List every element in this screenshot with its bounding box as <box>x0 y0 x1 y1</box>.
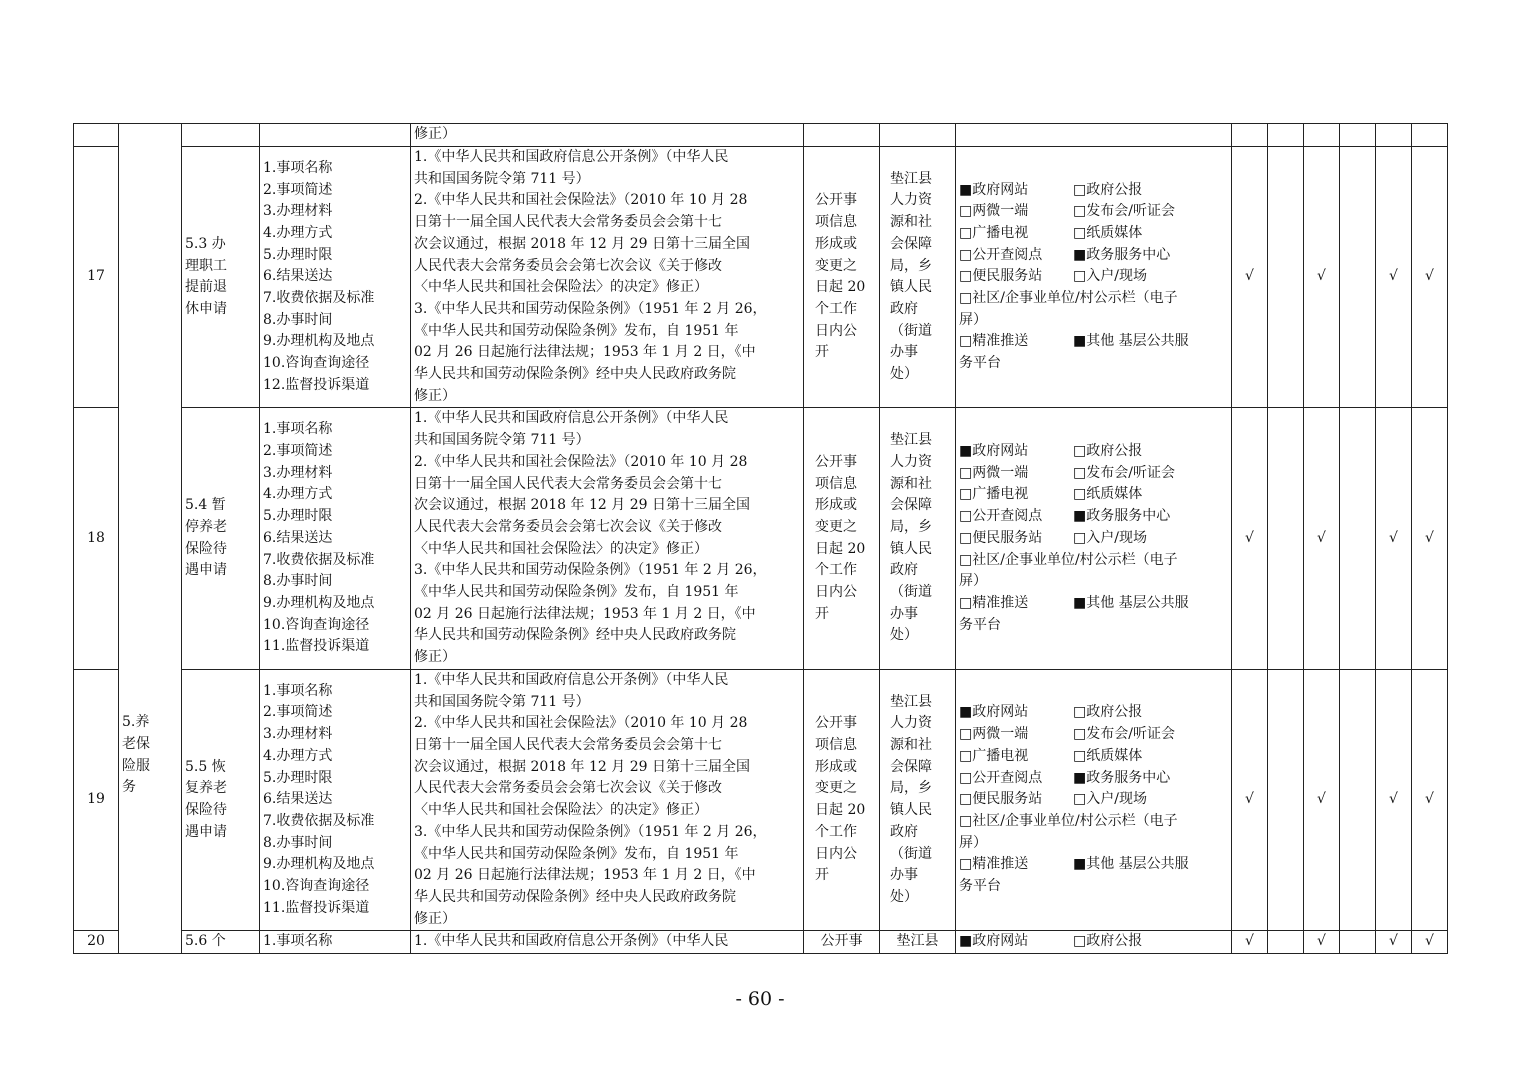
legal-basis-line: 2.《中华人民共和国社会保险法》（2010 年 10 月 28 <box>414 715 748 732</box>
item-name-line: 5.4 暂 <box>185 497 226 514</box>
disclosure-item: 8.办事时间 <box>263 311 333 328</box>
item-name-line: 遇申请 <box>185 823 227 840</box>
disclosure-time-line: 形成或 <box>815 235 857 252</box>
item-name-line: 停养老 <box>185 518 227 535</box>
check-cell: √ <box>1376 408 1412 669</box>
channel-option: □两微一端 <box>959 726 1029 743</box>
legal-basis-line: 日第十一届全国人民代表大会常务委员会会第十七 <box>414 736 722 753</box>
agency-line: 局，乡 <box>890 780 932 797</box>
channel-option: ■其他 基层公共服 <box>1073 856 1189 873</box>
disclosure-item: 10.咨询查询途径 <box>263 616 370 633</box>
basis-tail: 修正） <box>411 124 804 147</box>
agency-line: 镇人民 <box>890 802 932 819</box>
disclosure-item: 8.办事时间 <box>263 834 333 851</box>
item-name-line: 5.5 恢 <box>185 758 226 775</box>
channel-option: □入户/现场 <box>1073 268 1147 285</box>
legal-basis-line: 华人民共和国劳动保险条例》经中央人民政府政务院 <box>414 888 736 905</box>
check-cell: √ <box>1376 147 1412 408</box>
channel-line <box>959 310 1228 332</box>
legal-basis-line: 〈中华人民共和国社会保险法〉的决定》修正） <box>414 540 708 557</box>
disclosure-item: 9.办理机构及地点 <box>263 856 375 873</box>
channel-option: 务平台 <box>959 355 1001 372</box>
agency-line: （街道 <box>890 845 932 862</box>
disclosure-time-line: 日起 20 <box>815 279 866 296</box>
channel-option: 屏） <box>959 311 987 328</box>
row-number: 18 <box>74 408 119 669</box>
channel-option: □发布会/听证会 <box>1073 464 1175 481</box>
agency-line: 办事 <box>890 344 918 361</box>
legal-basis-line: 修正） <box>414 387 456 404</box>
item-name-line: 休申请 <box>185 300 227 317</box>
disclosure-time-line: 公开事 <box>815 192 857 209</box>
channel-option: □便民服务站 <box>959 268 1043 285</box>
responsible-agency <box>880 669 956 930</box>
channel-line <box>959 180 1228 202</box>
agency-line: 办事 <box>890 605 918 622</box>
disclosure-time-line: 开 <box>815 605 829 622</box>
table-row-partial <box>74 931 1448 954</box>
legal-basis-line: 02 月 26 日起施行法律法规；1953 年 1 月 2 日，《中 <box>414 867 756 884</box>
channel-option: □政府公报 <box>1073 704 1143 721</box>
check-cell: √ <box>1232 408 1268 669</box>
disclosure-time-line: 形成或 <box>815 497 857 514</box>
check-cell: √ <box>1376 931 1412 954</box>
agency-line: 会保障 <box>890 758 932 775</box>
disclosure-item: 10.咨询查询途径 <box>263 878 370 895</box>
legal-basis-line: 次会议通过，根据 2018 年 12 月 29 日第十三届全国 <box>414 497 750 514</box>
channel-line <box>959 615 1228 637</box>
agency-line: 处） <box>890 627 918 644</box>
disclosure-table <box>73 123 1448 954</box>
check-cell: √ <box>1304 408 1340 669</box>
legal-basis: 1.《中华人民共和国政府信息公开条例》（中华人民 <box>411 931 804 954</box>
disclosure-item: 2.事项简述 <box>263 181 333 198</box>
agency-line: 人力资 <box>890 192 932 209</box>
disclosure-time-line: 形成或 <box>815 758 857 775</box>
responsible-agency: 垫江县 <box>880 931 956 954</box>
disclosure-items: 1.事项名称 <box>260 931 411 954</box>
agency-line: 局，乡 <box>890 518 932 535</box>
disclosure-time <box>804 408 880 669</box>
responsible-agency <box>880 147 956 408</box>
disclosure-item: 6.结果送达 <box>263 791 333 808</box>
legal-basis-line: 1.《中华人民共和国政府信息公开条例》（中华人民 <box>414 149 729 165</box>
channel-line <box>959 746 1228 768</box>
channel-option: □精准推送 <box>959 333 1029 350</box>
check-cell: √ <box>1412 408 1448 669</box>
channel-option: □便民服务站 <box>959 529 1043 546</box>
channel-option: ■政府网站 <box>959 181 1029 198</box>
check-cell: √ <box>1412 147 1448 408</box>
disclosure-time-line: 个工作 <box>815 562 857 579</box>
check-cell <box>1268 147 1304 408</box>
disclosure-item: 5.办理时限 <box>263 246 333 263</box>
disclosure-item: 4.办理方式 <box>263 486 333 503</box>
disclosure-time-line: 开 <box>815 867 829 884</box>
legal-basis-line: 日第十一届全国人民代表大会常务委员会会第十七 <box>414 214 722 231</box>
channel-line <box>959 528 1228 550</box>
check-cell <box>1340 408 1376 669</box>
disclosure-time-line: 项信息 <box>815 736 857 753</box>
channel-line <box>959 702 1228 724</box>
item-name-line: 复养老 <box>185 780 227 797</box>
channel-option: □纸质媒体 <box>1073 486 1143 503</box>
channel-option: ■政务服务中心 <box>1073 246 1171 263</box>
channel-line <box>959 245 1228 267</box>
legal-basis-line: 3.《中华人民共和国劳动保险条例》（1951 年 2 月 26， <box>414 300 767 317</box>
check-cell <box>1340 147 1376 408</box>
check-cell: √ <box>1412 669 1448 930</box>
legal-basis-line: 日第十一届全国人民代表大会常务委员会会第十七 <box>414 475 722 492</box>
channel-option: □纸质媒体 <box>1073 747 1143 764</box>
legal-basis-line: 02 月 26 日起施行法律法规；1953 年 1 月 2 日，《中 <box>414 344 756 361</box>
channel-line <box>959 201 1228 223</box>
agency-line: 处） <box>890 888 918 905</box>
disclosure-time-line: 公开事 <box>815 453 857 470</box>
legal-basis <box>411 147 804 408</box>
channel-line <box>959 833 1228 855</box>
disclosure-time <box>804 669 880 930</box>
check-cell: √ <box>1412 931 1448 954</box>
disclosure-channels <box>956 408 1232 669</box>
item-name-line: 理职工 <box>185 257 227 274</box>
legal-basis <box>411 669 804 930</box>
channel-line <box>959 789 1228 811</box>
agency-line: 处） <box>890 366 918 383</box>
channel-option: 屏） <box>959 834 987 851</box>
legal-basis-line: 《中华人民共和国劳动保险条例》发布，自 1951 年 <box>414 584 739 601</box>
channel-line <box>959 288 1228 310</box>
check-cell: √ <box>1232 147 1268 408</box>
agency-line: 人力资 <box>890 715 932 732</box>
agency-line: 会保障 <box>890 497 932 514</box>
channel-option: ■政务服务中心 <box>1073 508 1171 525</box>
legal-basis-line: 共和国国务院令第 711 号） <box>414 432 590 449</box>
channel-option: □两微一端 <box>959 203 1029 220</box>
channel-option: □广播电视 <box>959 747 1029 764</box>
disclosure-item: 7.收费依据及标准 <box>263 551 375 568</box>
disclosure-item: 9.办理机构及地点 <box>263 333 375 350</box>
legal-basis-line: 人民代表大会常务委员会会第七次会议《关于修改 <box>414 780 722 797</box>
category-line: 5.养 <box>122 714 150 731</box>
category-line: 险服 <box>122 757 150 774</box>
legal-basis-line: 2.《中华人民共和国社会保险法》（2010 年 10 月 28 <box>414 453 748 470</box>
category-line: 老保 <box>122 735 150 752</box>
check-cell <box>1268 931 1304 954</box>
disclosure-channels <box>956 669 1232 930</box>
disclosure-item: 6.结果送达 <box>263 529 333 546</box>
row-number: 19 <box>74 669 119 930</box>
disclosure-item: 10.咨询查询途径 <box>263 355 370 372</box>
channel-option: □社区/企事业单位/村公示栏（电子 <box>959 290 1178 307</box>
legal-basis-line: 次会议通过，根据 2018 年 12 月 29 日第十三届全国 <box>414 235 750 252</box>
channel-line <box>959 463 1228 485</box>
check-cell: √ <box>1304 669 1340 930</box>
legal-basis-line: 《中华人民共和国劳动保险条例》发布，自 1951 年 <box>414 845 739 862</box>
channel-line <box>959 266 1228 288</box>
channel-option: □公开查阅点 <box>959 769 1043 786</box>
check-cell: √ <box>1304 147 1340 408</box>
item-name <box>182 408 260 669</box>
disclosure-time-line: 日起 20 <box>815 802 866 819</box>
disclosure-item: 5.办理时限 <box>263 769 333 786</box>
disclosure-item: 1.事项名称 <box>263 159 333 176</box>
channel-option: □精准推送 <box>959 594 1029 611</box>
disclosure-time-line: 个工作 <box>815 823 857 840</box>
channel-line <box>959 331 1228 353</box>
disclosure-time-line: 日内公 <box>815 322 857 339</box>
channel-option: □纸质媒体 <box>1073 224 1143 241</box>
check-cell: √ <box>1376 669 1412 930</box>
channel-option: □两微一端 <box>959 464 1029 481</box>
check-cell <box>1268 408 1304 669</box>
category-cell <box>119 124 182 954</box>
channel-line <box>959 353 1228 375</box>
disclosure-item: 9.办理机构及地点 <box>263 594 375 611</box>
table-row <box>74 408 1448 669</box>
row-number: 17 <box>74 147 119 408</box>
channel-line <box>959 441 1228 463</box>
disclosure-time: 公开事 <box>804 931 880 954</box>
table-row <box>74 669 1448 930</box>
channel-option: ■政府网站 <box>959 933 1029 950</box>
legal-basis-line: 1.《中华人民共和国政府信息公开条例》（中华人民 <box>414 671 729 688</box>
disclosure-item: 11.监督投诉渠道 <box>263 638 370 655</box>
disclosure-items <box>260 669 411 930</box>
disclosure-item: 2.事项简述 <box>263 442 333 459</box>
legal-basis-line: 1.《中华人民共和国政府信息公开条例》（中华人民 <box>414 410 729 427</box>
item-name-line: 提前退 <box>185 279 227 296</box>
check-cell: √ <box>1304 931 1340 954</box>
item-name-line: 遇申请 <box>185 562 227 579</box>
disclosure-item: 3.办理材料 <box>263 726 333 743</box>
channel-option: □入户/现场 <box>1073 791 1147 808</box>
disclosure-item: 4.办理方式 <box>263 224 333 241</box>
disclosure-items <box>260 147 411 408</box>
agency-line: 垫江县 <box>890 432 932 449</box>
disclosure-item: 8.办事时间 <box>263 573 333 590</box>
channel-option: □政府公报 <box>1073 933 1143 950</box>
channel-line <box>959 550 1228 572</box>
table-row <box>74 147 1448 408</box>
disclosure-time-line: 开 <box>815 344 829 361</box>
agency-line: 镇人民 <box>890 540 932 557</box>
disclosure-item: 3.办理材料 <box>263 464 333 481</box>
check-cell: √ <box>1232 669 1268 930</box>
agency-line: 源和社 <box>890 214 932 231</box>
check-cell <box>1340 931 1376 954</box>
channel-option: □精准推送 <box>959 856 1029 873</box>
legal-basis-line: 共和国国务院令第 711 号） <box>414 170 590 187</box>
legal-basis-line: 3.《中华人民共和国劳动保险条例》（1951 年 2 月 26， <box>414 562 767 579</box>
agency-line: 政府 <box>890 300 918 317</box>
legal-basis-line: 次会议通过，根据 2018 年 12 月 29 日第十三届全国 <box>414 758 750 775</box>
agency-line: 垫江县 <box>890 693 932 710</box>
channel-option: □发布会/听证会 <box>1073 726 1175 743</box>
agency-line: 局，乡 <box>890 257 932 274</box>
disclosure-item: 11.监督投诉渠道 <box>263 899 370 916</box>
channel-option: □公开查阅点 <box>959 508 1043 525</box>
disclosure-item: 2.事项简述 <box>263 704 333 721</box>
disclosure-item: 4.办理方式 <box>263 747 333 764</box>
disclosure-item: 1.事项名称 <box>263 682 333 699</box>
channel-option: ■其他 基层公共服 <box>1073 333 1189 350</box>
responsible-agency <box>880 408 956 669</box>
channel-line <box>959 223 1228 245</box>
channel-option: ■政务服务中心 <box>1073 769 1171 786</box>
legal-basis-line: 人民代表大会常务委员会会第七次会议《关于修改 <box>414 257 722 274</box>
category-line: 务 <box>122 779 136 796</box>
channel-option: ■政府网站 <box>959 442 1029 459</box>
channel-option: ■其他 基层公共服 <box>1073 594 1189 611</box>
page-number: - 60 - <box>735 988 785 1010</box>
channel-line <box>959 724 1228 746</box>
row-number: 20 <box>74 931 119 954</box>
legal-basis-line: 人民代表大会常务委员会会第七次会议《关于修改 <box>414 518 722 535</box>
legal-basis-line: 华人民共和国劳动保险条例》经中央人民政府政务院 <box>414 366 736 383</box>
legal-basis-line: 共和国国务院令第 711 号） <box>414 693 590 710</box>
disclosure-item: 7.收费依据及标准 <box>263 812 375 829</box>
legal-basis <box>411 408 804 669</box>
agency-line: 源和社 <box>890 736 932 753</box>
agency-line: 办事 <box>890 867 918 884</box>
disclosure-item: 1.事项名称 <box>263 421 333 438</box>
disclosure-item: 7.收费依据及标准 <box>263 290 375 307</box>
agency-line: 政府 <box>890 823 918 840</box>
disclosure-time-line: 变更之 <box>815 257 857 274</box>
channel-option: 屏） <box>959 573 987 590</box>
channel-option: ■政府网站 <box>959 704 1029 721</box>
channel-option: □社区/企事业单位/村公示栏（电子 <box>959 551 1178 568</box>
disclosure-item: 5.办理时限 <box>263 508 333 525</box>
channel-line <box>959 768 1228 790</box>
disclosure-time-line: 公开事 <box>815 715 857 732</box>
disclosure-items <box>260 408 411 669</box>
disclosure-channels <box>956 147 1232 408</box>
disclosure-item: 6.结果送达 <box>263 268 333 285</box>
legal-basis-line: 修正） <box>414 910 456 927</box>
legal-basis-line: 华人民共和国劳动保险条例》经中央人民政府政务院 <box>414 627 736 644</box>
channel-option: □广播电视 <box>959 486 1029 503</box>
item-name <box>182 147 260 408</box>
table-row-continuation <box>74 124 1448 147</box>
channel-option: □社区/企事业单位/村公示栏（电子 <box>959 812 1178 829</box>
channel-option: □公开查阅点 <box>959 246 1043 263</box>
legal-basis-line: 3.《中华人民共和国劳动保险条例》（1951 年 2 月 26， <box>414 823 767 840</box>
channel-option: □入户/现场 <box>1073 529 1147 546</box>
legal-basis-line: 2.《中华人民共和国社会保险法》（2010 年 10 月 28 <box>414 192 748 209</box>
channel-option: 务平台 <box>959 616 1001 633</box>
disclosure-time-line: 项信息 <box>815 214 857 231</box>
item-name: 5.6 个 <box>182 931 260 954</box>
legal-basis-line: 〈中华人民共和国社会保险法〉的决定》修正） <box>414 802 708 819</box>
channel-option: □广播电视 <box>959 224 1029 241</box>
disclosure-time <box>804 147 880 408</box>
channel-line <box>959 506 1228 528</box>
check-cell <box>1340 669 1376 930</box>
agency-line: 镇人民 <box>890 279 932 296</box>
agency-line: （街道 <box>890 584 932 601</box>
channel-option: 务平台 <box>959 878 1001 895</box>
legal-basis-line: 02 月 26 日起施行法律法规；1953 年 1 月 2 日，《中 <box>414 605 756 622</box>
channel-line <box>959 593 1228 615</box>
channel-option: □发布会/听证会 <box>1073 203 1175 220</box>
legal-basis-line: 修正） <box>414 649 456 666</box>
disclosure-item: 3.办理材料 <box>263 203 333 220</box>
disclosure-time-line: 项信息 <box>815 475 857 492</box>
item-name-line: 保险待 <box>185 802 227 819</box>
item-name-line: 5.3 办 <box>185 235 226 252</box>
channel-line <box>959 484 1228 506</box>
disclosure-channels <box>956 931 1232 954</box>
channel-option: □政府公报 <box>1073 181 1143 198</box>
disclosure-time-line: 变更之 <box>815 780 857 797</box>
channel-line <box>959 854 1228 876</box>
disclosure-time-line: 日内公 <box>815 845 857 862</box>
agency-line: 会保障 <box>890 235 932 252</box>
disclosure-time-line: 个工作 <box>815 300 857 317</box>
item-name <box>182 669 260 930</box>
check-cell <box>1268 669 1304 930</box>
agency-line: （街道 <box>890 322 932 339</box>
agency-line: 人力资 <box>890 453 932 470</box>
disclosure-time-line: 变更之 <box>815 518 857 535</box>
legal-basis-line: 〈中华人民共和国社会保险法〉的决定》修正） <box>414 279 708 296</box>
agency-line: 源和社 <box>890 475 932 492</box>
item-name-line: 保险待 <box>185 540 227 557</box>
agency-line: 政府 <box>890 562 918 579</box>
disclosure-time-line: 日起 20 <box>815 540 866 557</box>
disclosure-time-line: 日内公 <box>815 584 857 601</box>
legal-basis-line: 《中华人民共和国劳动保险条例》发布，自 1951 年 <box>414 322 739 339</box>
channel-option: □便民服务站 <box>959 791 1043 808</box>
agency-line: 垫江县 <box>890 170 932 187</box>
channel-option: □政府公报 <box>1073 442 1143 459</box>
channel-line <box>959 811 1228 833</box>
channel-line <box>959 876 1228 898</box>
check-cell: √ <box>1232 931 1268 954</box>
disclosure-item: 12.监督投诉渠道 <box>263 376 370 393</box>
channel-line <box>959 571 1228 593</box>
